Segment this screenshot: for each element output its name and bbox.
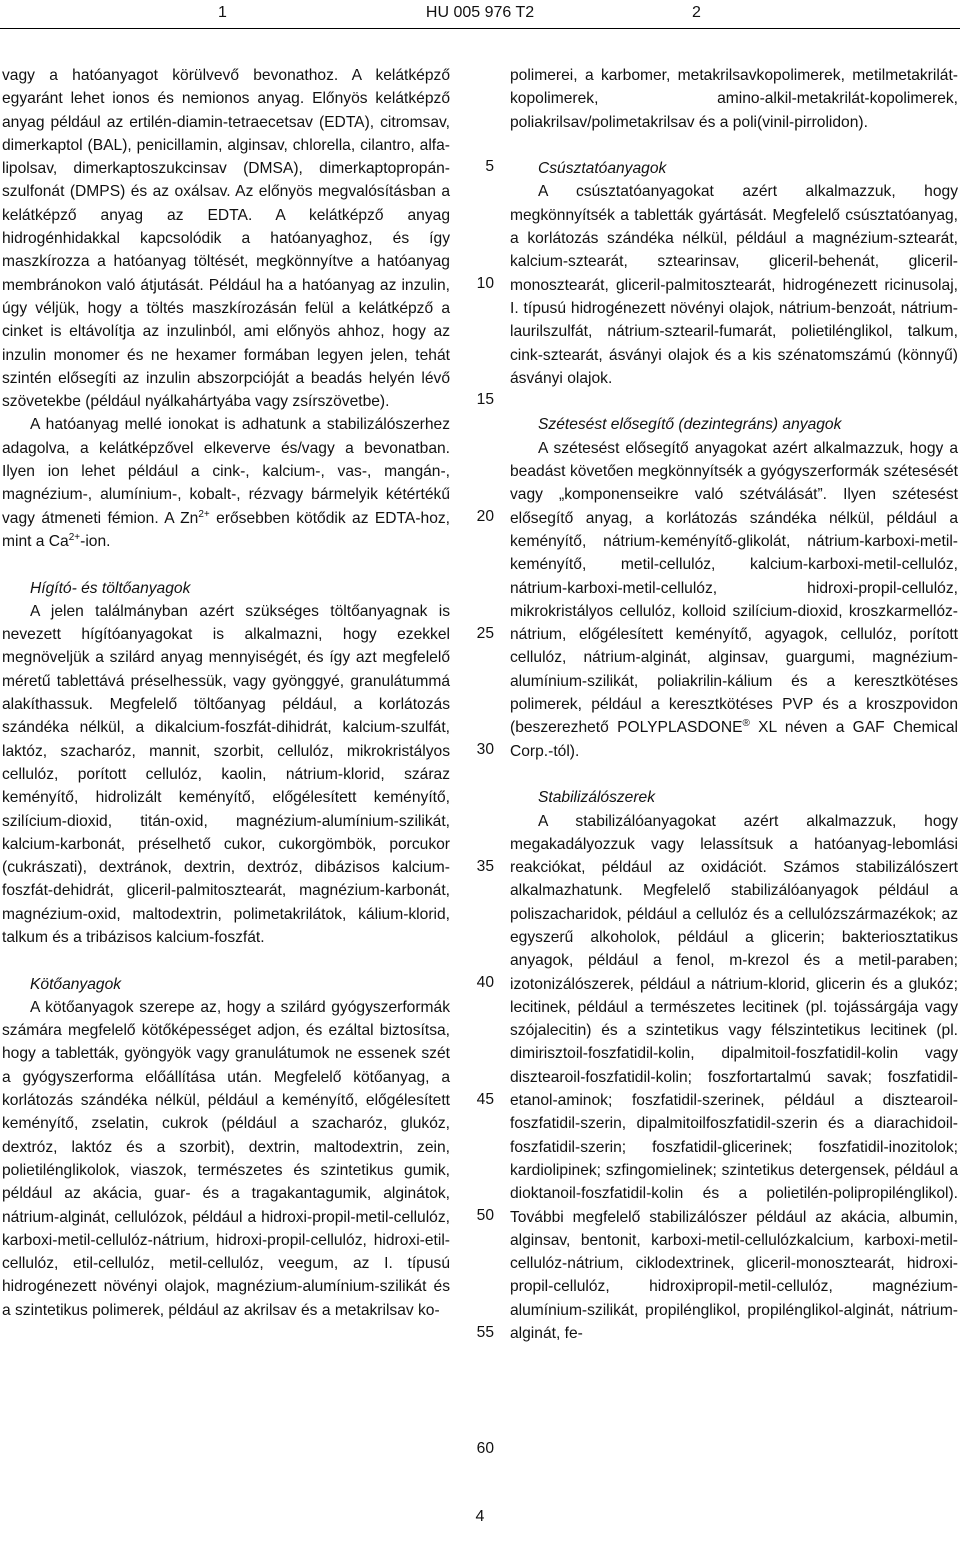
superscript: 2+ (68, 531, 81, 543)
section-heading: Stabilizálószerek (538, 789, 656, 807)
paragraph-text: -ion. (80, 532, 111, 550)
line-number: 15 (476, 391, 494, 408)
line-number: 60 (476, 1440, 494, 1457)
paragraph: A stabilizálóanyagokat azért alkalmazzuk, hogy megakadályozzuk vagy lelassítsuk a hatóanyag-lebomlási reakciókat, például az oxidációt. Számos stabilizálószert alkalmazhatunk. Megfelelő stabilizálóanyagok például a poliszacharidok, például a cellulóz és a cellulózszármazékok; az egyszerű alkoholok, például a glicerin; bakteriosztatikus anyagok, például a fenol, m-krezol és a metil-paraben; izotonizálószerek, például a nátrium-klorid, glicerin és a glukóz; lecitinek, például a természetes lecitinek (pl. tojássárgája vagy szójalecitin) és a szintetikus vagy félszintetikus lecitinek (pl. dimirisztoil-foszfatidil-kolin, dipalmitoil-foszfatidil-kolin vagy disztearoil-foszfatidil-kolin; foszfortartalmú savak; foszfatidil-etanol-aminok; foszfatidil-szerinek, például a disztearoil-foszfatidil-szerin, dipalmitoilfoszfatidil-szerin és a diarachidoil-foszfatidil-szerin; foszfatidil-glicerinek; foszfatidil-inozitolok; kardiolipinek; szfingomielinek; szintetikus detergensek, például a dioktanoil-foszfatidil-kolin és a polietilén-polipropilénglikol). További megfelelő stabilizálószer például az akácia, albumin, alginsav, bentonit, karboxi-metil-cellulózkalcium, karboxi-metil-cellulóz-nátrium, ciklodextrinek, gliceril-monosztearát, hidroxi-propil-cellulóz, hidroxipropil-metil-cellulóz, magnézium-alumínium-szilikát, propilénglikol, propilénglikol-alginát, nátrium-alginát, fe- (510, 812, 958, 1343)
paragraph: A jelen találmányban azért szükséges töltőanyagnak is nevezett hígítóanyagokat is alkalmazni, hogy ezekkel megnöveljük a szilárd anyag mennyiségét, és így azt megfelelő méretű tablettává préselhessük, vagy gyönggyé, granulátummá alakíthassuk. Megfelelő töltőanyag például, a korlátozás szándéka nélkül, a dikalcium-foszfát-dihidrát, kalcium-szulfát, laktóz, szacharóz, mannit, szorbit, cellulóz, mikrokristályos cellulóz, porított cellulóz, kaolin, nátrium-klorid, száraz keményítő, hidrolizált keményítő, előgélesített keményítő, szilícium-dioxid, titán-oxid, magnézium-alumínium-szilikát, kalcium-karbonát, préselhető cukor, cukorgömbök, porcukor (cukrászati), dextránok, dextrin, dextróz, dibázisos kalcium-foszfát-dehidrát, gliceril-palmitosztearát, magnézium-karbonát, magnézium-oxid, maltodextrin, polimetakrilátok, kálium-klorid, talkum és a tribázisos kalcium-foszfát. (2, 602, 450, 946)
line-number: 30 (476, 741, 494, 758)
line-number: 25 (476, 625, 494, 642)
paragraph: polimerei, a karbomer, metakrilsavkopolimerek, metilmetakrilát-kopolimerek, amino-alkil-metakrilát-kopolimerek, poliakrilsav/polimetakrilsav és a poli(vinil-pirrolidon). (510, 67, 958, 131)
paragraph (2, 413, 450, 553)
paragraph: A kötőanyagok szerepe az, hogy a szilárd gyógyszerformák számára megfelelő kötőképességet adjon, és ezáltal biztosítsa, hogy a tabletták, gyöngyök vagy granulátumok ne essenek szét a gyógyszerforma előállítása után. Megfelelő kötőanyag, a korlátozás szándéka nélkül, például a keményítő, előgélesített keményítő, zselatin, cukrok (például a szacharóz, glukóz, dextróz, laktóz és a szorbit), dextrin, maltodextrin, zein, polietilénglikolok, viaszok, természetes és szintetikus gumik, például az akácia, guar- és a tragakantagumik, alginátok, nátrium-alginát, cellulózok, például a hidroxi-propil-metil-cellulóz, karboxi-metil-cellulóz-nátrium, hidroxi-propil-cellulóz, hidroxi-etil-cellulóz, etil-cellulóz, metil-cellulóz, veegum, az I. típusú hidrogénezett növényi olajok, magnézium-alumínium-szilikát és a szintetikus polimerek, például az akrilsav és a metakrilsav ko- (2, 998, 450, 1319)
paragraph-text: erősebben kötődik az EDTA-hoz, mint a Ca (2, 509, 450, 550)
paragraph-text: XL néven a GAF Chemical Corp.-tól). (510, 719, 958, 760)
document-id: HU 005 976 T2 (425, 4, 535, 21)
line-number: 20 (476, 508, 494, 525)
superscript: 2+ (198, 508, 210, 520)
section-heading: Csúsztatóanyagok (538, 160, 667, 178)
paragraph: A csúsztatóanyagokat azért alkalmazzuk, hogy megkönnyítsék a tabletták gyártását. Megfelelő csúsztatóanyag, a korlátozás szándéka nélkül, például a magnézium-sztearát, kalcium-sztearát, sztearinsav, gliceril-behenát, gliceril-monosztearát, gliceril-palmitosztearát, hidrogénezett ricinusolaj, I. típusú hidrogénezett növényi olajok, nátrium-benzoát, nátrium-laurilszulfát, nátrium-sztearil-fumarát, polietilénglikol, talkum, cink-sztearát, ásványi olajok és a kis szénatomszámú (könnyű) ásványi olajok. (510, 183, 958, 387)
line-number: 5 (485, 158, 494, 175)
section-heading: Hígító- és töltőanyagok (30, 579, 191, 597)
section-heading: Kötőanyagok (30, 975, 122, 993)
registered-mark: ® (742, 718, 750, 730)
paragraph: vagy a hatóanyagot körülvevő bevonathoz. A kelátképző egyaránt lehet ionos és nemionos anyag. Előnyös kelátképző anyag például az ertilén-diamin-tetraecetsav (EDTA), citromsav, dimerkaptol (BAL), penicillamin, alginsav, chlorella, cilantro, alfa-lipolsav, dimerkaptoszukcinsav (DMSA), dimerkaptopropán-szulfonát (DMPS) és az oxálsav. Az előnyös megvalósításban a kelátképző anyag az EDTA. A kelátképző anyag hidrogénhidakkal kapcsolódik a hatóanyaghoz, és így maszkírozza a hatóanyag töltését, megkönnyítve a hatóanyag membránokon való átjutását. Például ha a hatóanyag az inzulin, úgy véljük, hogy a töltés maszkírozásán felül a kelátképző a cinket is eltávolítja az inzulinból, ami előnyös ahhoz, hogy az inzulin monomer és ne hexamer formában legyen jelen, tehát szintén elősegíti az inzulin abszorpcióját a beadás helyén lévő szövetekbe (például nyálkahártyába vagy zsírszövetbe). (2, 67, 450, 411)
line-number: 50 (476, 1207, 494, 1224)
left-column (2, 64, 450, 1322)
line-number: 45 (476, 1091, 494, 1108)
line-number: 35 (476, 858, 494, 875)
line-number: 40 (476, 974, 494, 991)
header-rule (0, 28, 960, 29)
line-number: 10 (476, 275, 494, 292)
paragraph-text: A hatóanyag mellé ionokat is adhatunk a stabilizálószerhez adagolva, a kelátképzővel elkeverve és/vagy a bevonatban. Ilyen ion lehet például a cink-, kalcium-, vas-, mangán-, magnézium-, alumínium-, kobalt-, rézvagy bármelyik kétértékű vagy átmeneti fémion. A Zn (2, 416, 450, 527)
paragraph-text: A szétesést elősegítő anyagokat azért alkalmazzuk, hogy a beadást követően megkönnyítsék a gyógyszerformák szétesését vagy „komponenseikre való szétválását”. Ilyen szétesést elősegítő anyag, a korlátozás szándéka nélkül, például a keményítő, nátrium-keményítő-glikolát, nátrium-karboxi-metil-keményítő, metil-cellulóz, kalcium-karboxi-metil-cellulóz, nátrium-karboxi-metil-cellulóz, hidroxi-propil-cellulóz, mikrokristályos cellulóz, kolloid szilícium-dioxid, kroszkarmellóz-nátrium, előgélesített keményítő, agyagok, cellulóz, porított cellulóz, nátrium-alginát, alginsav, guargumi, magnézium-alumínium-szilikát, poliakrilin-kálium és a keresztkötéses polimerek, például a keresztkötéses PVP és a kroszpovidon (beszerezhető POLYPLASDONE (510, 439, 958, 737)
right-column (510, 64, 958, 1345)
left-column-number: 1 (218, 4, 227, 21)
line-number: 55 (476, 1324, 494, 1341)
paragraph (510, 437, 958, 763)
page-number: 4 (475, 1508, 485, 1525)
section-heading: Szétesést elősegítő (dezintegráns) anyagok (538, 416, 842, 434)
right-column-number: 2 (692, 4, 701, 21)
